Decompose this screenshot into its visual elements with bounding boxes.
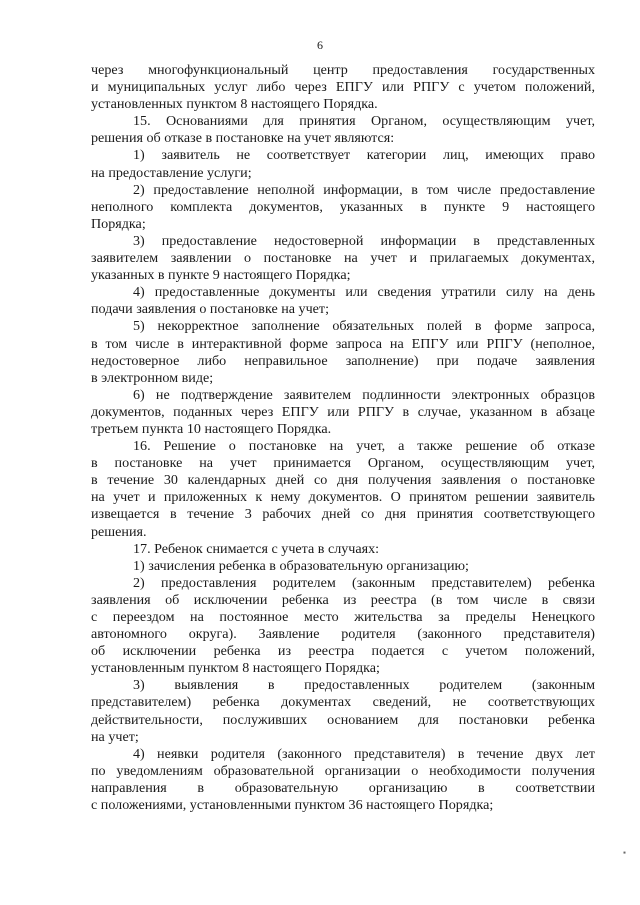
text-line: с переездом на постоянное место жительства за пределы Ненецкого <box>91 609 595 625</box>
paragraph <box>91 558 595 575</box>
paragraph <box>91 746 595 814</box>
text-line: действительности, послуживших основанием для постановки ребенка <box>91 711 595 728</box>
text-line: 4) неявки родителя (законного представителя) в течение двух лет <box>133 745 595 762</box>
text-line: 1) зачисления ребенка в образовательную организацию; <box>133 557 469 574</box>
text-line: установленным пунктом 8 настоящего Порядка; <box>91 660 380 677</box>
text-line: с положениями, установленными пунктом 36 настоящего Порядка; <box>91 797 494 814</box>
text-line: указанных в пункте 9 настоящего Порядка; <box>91 267 351 284</box>
paragraph <box>91 387 595 438</box>
text-line: решения об отказе в постановке на учет являются: <box>91 130 395 147</box>
text-line: неполного комплекта документов, указанных в пункте 9 настоящего <box>91 198 595 215</box>
text-line: на предоставление услуги; <box>91 164 252 181</box>
text-line: автономного округа). Заявление родителя (законного представителя) <box>91 626 595 643</box>
text-line: 6) не подтверждение заявителем подлинности электронных образцов <box>133 386 595 403</box>
paragraph <box>91 182 595 233</box>
text-line: об исключении ребенка из реестра подается с учетом положений, <box>91 643 595 660</box>
paragraph <box>91 575 595 678</box>
text-line: подачи заявления о постановке на учет; <box>91 301 330 318</box>
text-line: в том числе в интерактивной форме запроса на ЕПГУ или РПГУ (неполное, <box>91 335 595 352</box>
text-line: 4) предоставленные документы или сведения утратили силу на день <box>133 284 595 301</box>
text-line: 15. Основаниями для принятия Органом, осуществляющим учет, <box>133 113 595 130</box>
text-line: и муниципальных услуг либо через ЕПГУ или РПГУ с учетом положений, <box>91 79 595 96</box>
text-line: в постановке на учет принимается Органом, осуществляющим учет, <box>91 455 595 472</box>
text-line: заявления об исключении ребенка из реестра (в том числе в связи <box>91 591 595 608</box>
text-line: Порядка; <box>91 215 146 232</box>
text-line: 2) предоставление неполной информации, в том числе предоставление <box>133 181 595 198</box>
text-line: заявителем заявлении о постановке на учет и прилагаемых документах, <box>91 250 595 267</box>
text-line: в течение 30 календарных дней со дня получения заявления о постановке <box>91 472 595 489</box>
paragraph <box>91 62 595 113</box>
paragraph <box>91 233 595 284</box>
page-number: 6 <box>317 38 323 52</box>
text-line: третьем пункта 10 настоящего Порядка. <box>91 420 332 437</box>
text-line: недостоверное либо неправильное заполнение) при подаче заявления <box>91 352 595 369</box>
text-line: на учет; <box>91 728 139 745</box>
text-line: 3) предоставление недостоверной информации в представленных <box>133 232 595 249</box>
text-line: 2) предоставления родителем (законным представителем) ребенка <box>133 574 595 591</box>
text-line: направления в образовательную организацию в соответствии <box>91 779 595 796</box>
paragraph <box>91 147 595 181</box>
text-line: по уведомлениям образовательной организации о необходимости получения <box>91 762 595 779</box>
document-body <box>91 62 595 814</box>
text-line: представителем) ребенка документах сведений, не соответствующих <box>91 694 595 711</box>
text-line: на учет и приложенных к нему документов. О принятом решении заявитель <box>91 489 595 506</box>
text-line: через многофункциональный центр предоставления государственных <box>91 62 595 78</box>
paragraph <box>91 541 595 558</box>
text-line: в электронном виде; <box>91 369 214 386</box>
text-line: 3) выявления в предоставленных родителем (законным <box>133 677 595 694</box>
paragraph <box>91 113 595 147</box>
paragraph <box>91 318 595 386</box>
text-line: извещается в течение 3 рабочих дней со дня принятия соответствующего <box>91 506 595 523</box>
text-line: 1) заявитель не соответствует категории лиц, имеющих право <box>133 147 595 164</box>
paragraph <box>91 677 595 745</box>
text-line: 16. Решение о постановке на учет, а также решение об отказе <box>133 438 595 455</box>
text-line: 5) некорректное заполнение обязательных полей в форме запроса, <box>133 318 595 335</box>
paragraph <box>91 438 595 541</box>
scan-margin-mark: ▪ <box>619 851 629 854</box>
text-line: 17. Ребенок снимается с учета в случаях: <box>133 540 380 557</box>
text-line: документов, поданных через ЕПГУ или РПГУ в случае, указанном в абзаце <box>91 403 595 420</box>
paragraph <box>91 284 595 318</box>
text-line: решения. <box>91 523 147 540</box>
text-line: установленных пунктом 8 настоящего Порядка. <box>91 96 378 113</box>
